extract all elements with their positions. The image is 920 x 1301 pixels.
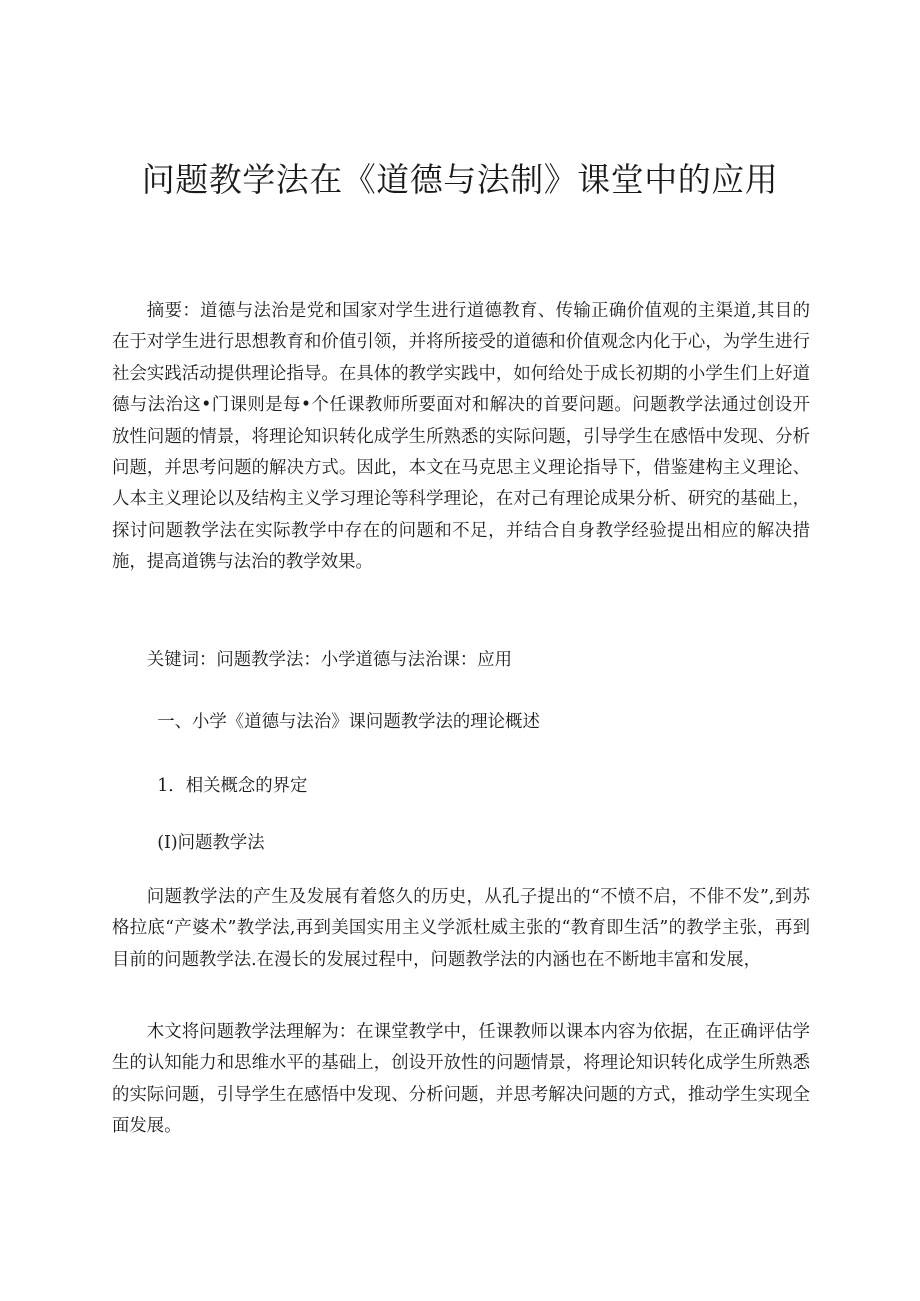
- abstract-label: 摘要：: [146, 301, 201, 321]
- keywords-text: 问题教学法：小学道德与法治课：应用: [216, 650, 513, 670]
- section-heading-1: 一、小学《道德与法治》课问题教学法的理论概述: [157, 712, 540, 732]
- abstract-paragraph: [112, 296, 810, 579]
- keywords-paragraph: [112, 645, 810, 676]
- body-paragraph-1: 问题教学法的产生及发展有着悠久的历史，从孔子提出的“不愤不启，不俳不发”,到苏格拉底“产婆术”教学法,再到美国实用主义学派杜威主张的“教育即生活”的教学主张，再到目前的问题教学法.在漫长的发展过程中，问题教学法的内涵也在不断地丰富和发展，: [112, 887, 810, 970]
- document-title: 问题教学法在《道德与法制》课堂中的应用: [141, 160, 779, 199]
- subsubsection-heading-1: (I)问题教学法: [157, 833, 265, 853]
- keywords-label: 关键词：: [146, 650, 217, 670]
- subsection-heading-1: 1．相关概念的界定: [157, 776, 308, 796]
- abstract-text: 道德与法治是党和国家对学生进行道德教育、传输正确价值观的主渠道,其目的在于对学生进行思想教育和价值引领，并将所接受的道德和价值观念内化于心，为学生进行社会实践活动提供理论指导。在具体的教学实践中，如何给处于成长初期的小学生们上好道德与法治这•门课则是每•个任课教师所要面对和解决的首要问题。问题教学法通过创设开放性问题的情景，将理论知识转化成学生所熟悉的实际问题，引导学生在感悟中发现、分析问题，并思考问题的解决方式。因此，本文在马克思主义理论指导下，借鉴建构主义理论、人本主义理论以及结构主义学习理论等科学理论，在对己有理论成果分析、研究的基础上，探讨问题教学法在实际教学中存在的问题和不足，并结合自身教学经验提出相应的解决措施，提高道镌与法治的教学效果。: [112, 301, 810, 573]
- body-paragraph-2: 木文将问题教学法理解为：在课堂教学中，任课教师以课本内容为依据，在正确评估学生的认知能力和思维水平的基础上，创设开放性的问题情景，将理论知识转化成学生所熟悉的实际问题，引导学生在感悟中发现、分析问题，并思考解决问题的方式，推动学生实现全面发展。: [112, 1022, 810, 1137]
